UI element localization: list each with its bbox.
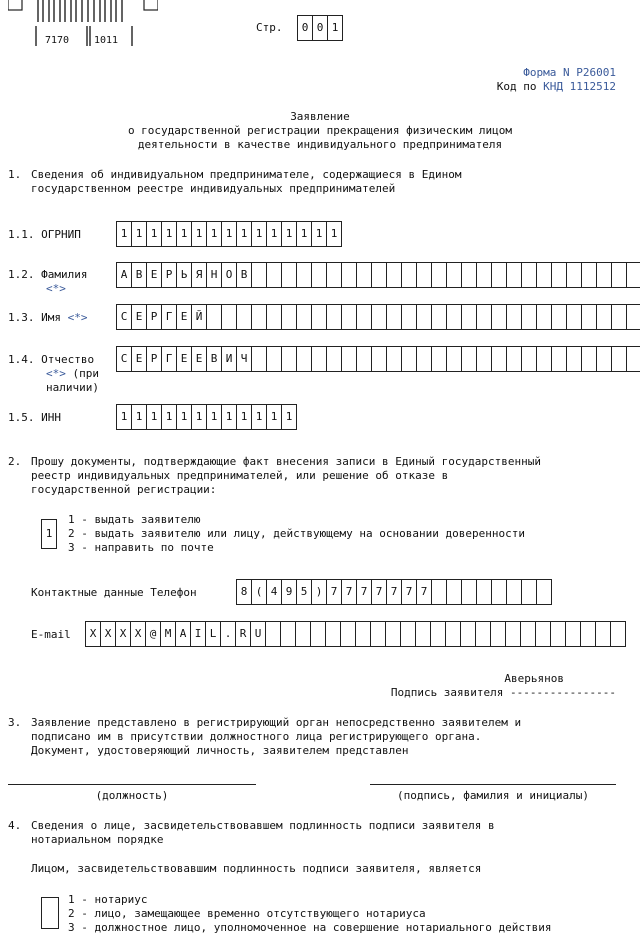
phone-cell[interactable]: 7 <box>341 579 357 605</box>
ogrnip-cell[interactable]: 1 <box>176 221 192 247</box>
position-line <box>8 784 256 785</box>
surname-cell[interactable] <box>386 262 402 288</box>
phone-cell[interactable]: 4 <box>266 579 282 605</box>
patronymic-cells[interactable] <box>116 346 640 372</box>
ogrnip-cell[interactable]: 1 <box>251 221 267 247</box>
section1-line2: государственном реестре индивидуальных предпринимателей <box>31 182 396 195</box>
ogrnip-cell[interactable]: 1 <box>221 221 237 247</box>
name-cell[interactable] <box>221 304 237 330</box>
email-label: E-mail <box>31 628 71 641</box>
patronymic-cell[interactable] <box>581 346 597 372</box>
name-cell[interactable] <box>551 304 567 330</box>
name-cell[interactable]: Г <box>161 304 177 330</box>
patronymic-cell[interactable]: И <box>221 346 237 372</box>
surname-cell[interactable]: Е <box>146 262 162 288</box>
surname-cell[interactable] <box>401 262 417 288</box>
inn-cell[interactable]: 1 <box>191 404 207 430</box>
patronymic-cell[interactable]: Ч <box>236 346 252 372</box>
section3-number: 3. <box>8 716 22 729</box>
ogrnip-label: 1.1. ОГРНИП <box>8 228 81 241</box>
surname-cell[interactable] <box>611 262 627 288</box>
inn-cell[interactable]: 1 <box>236 404 252 430</box>
name-cell[interactable]: С <box>116 304 132 330</box>
patronymic-cell[interactable] <box>251 346 267 372</box>
phone-cell[interactable]: 7 <box>386 579 402 605</box>
knd-link[interactable]: КНД 1112512 <box>543 80 616 93</box>
witness-option-1: 1 - нотариус <box>68 893 148 906</box>
name-cell[interactable] <box>206 304 222 330</box>
email-cell[interactable]: . <box>220 621 236 647</box>
surname-cell[interactable]: В <box>236 262 252 288</box>
inn-cells[interactable] <box>116 404 296 430</box>
email-cell[interactable] <box>460 621 476 647</box>
section2-line2: реестр индивидуальных предпринимателей, или решение об отказе в <box>31 469 449 482</box>
patronymic-cell[interactable] <box>326 346 342 372</box>
ogrnip-cell[interactable]: 1 <box>266 221 282 247</box>
surname-cell[interactable] <box>371 262 387 288</box>
email-cell[interactable] <box>580 621 596 647</box>
section4-line1: Сведения о лице, засвидетельствовавшем подлинность подписи заявителя в <box>31 819 495 832</box>
phone-cell[interactable]: 7 <box>326 579 342 605</box>
name-cell[interactable] <box>446 304 462 330</box>
patronymic-cell[interactable] <box>386 346 402 372</box>
patronymic-cell[interactable] <box>371 346 387 372</box>
phone-cell[interactable] <box>446 579 462 605</box>
inn-cell[interactable]: 1 <box>161 404 177 430</box>
name-cell[interactable] <box>626 304 640 330</box>
inn-cell[interactable]: 1 <box>251 404 267 430</box>
surname-cell[interactable] <box>341 262 357 288</box>
name-cell[interactable] <box>341 304 357 330</box>
patronymic-cell[interactable]: Р <box>146 346 162 372</box>
surname-cell[interactable]: Я <box>191 262 207 288</box>
surname-cell[interactable] <box>521 262 537 288</box>
email-cell[interactable] <box>520 621 536 647</box>
ogrnip-cell[interactable]: 1 <box>281 221 297 247</box>
name-cell[interactable] <box>356 304 372 330</box>
inn-cell[interactable]: 1 <box>221 404 237 430</box>
ogrnip-cell[interactable]: 1 <box>116 221 132 247</box>
delivery-option-3: 3 - направить по почте <box>68 541 214 554</box>
surname-cell[interactable] <box>506 262 522 288</box>
patronymic-cell[interactable] <box>296 346 312 372</box>
knd-code: Код по КНД 1112512 <box>496 80 616 93</box>
phone-cell[interactable]: 7 <box>416 579 432 605</box>
email-cell[interactable] <box>595 621 611 647</box>
ogrnip-cell[interactable]: 1 <box>191 221 207 247</box>
patronymic-cell[interactable] <box>281 346 297 372</box>
surname-cell[interactable] <box>461 262 477 288</box>
page-digit: 1 <box>327 15 343 41</box>
delivery-choice-box[interactable]: 1 <box>41 519 57 549</box>
section2-line1: Прошу документы, подтверждающие факт внесения записи в Единый государственный <box>31 455 541 468</box>
surname-cell[interactable] <box>551 262 567 288</box>
surname-cell[interactable]: Н <box>206 262 222 288</box>
surname-cell[interactable]: В <box>131 262 147 288</box>
surname-cells[interactable] <box>116 262 640 288</box>
patronymic-cell[interactable] <box>596 346 612 372</box>
name-cell[interactable] <box>611 304 627 330</box>
name-cell[interactable] <box>251 304 267 330</box>
email-cell[interactable] <box>340 621 356 647</box>
name-cell[interactable] <box>296 304 312 330</box>
patronymic-cell[interactable]: Е <box>131 346 147 372</box>
email-cell[interactable]: @ <box>145 621 161 647</box>
name-cell[interactable] <box>311 304 327 330</box>
surname-label: 1.2. Фамилия <box>8 268 88 281</box>
phone-cell[interactable] <box>521 579 537 605</box>
patronymic-cell[interactable]: С <box>116 346 132 372</box>
surname-cell[interactable] <box>476 262 492 288</box>
name-cell[interactable] <box>596 304 612 330</box>
section2-line3: государственной регистрации: <box>31 483 217 496</box>
name-cell[interactable] <box>461 304 477 330</box>
surname-cell[interactable] <box>626 262 640 288</box>
barcode <box>8 0 158 46</box>
surname-cell[interactable] <box>266 262 282 288</box>
patronymic-cell[interactable]: В <box>206 346 222 372</box>
phone-cell[interactable] <box>476 579 492 605</box>
email-cell[interactable] <box>325 621 341 647</box>
surname-cell[interactable]: Ь <box>176 262 192 288</box>
ogrnip-cell[interactable]: 1 <box>131 221 147 247</box>
witness-option-3: 3 - должностное лицо, уполномоченное на совершение нотариального действия <box>68 921 552 934</box>
signature-label: Подпись заявителя ---------------- <box>390 686 616 699</box>
inn-cell[interactable]: 1 <box>266 404 282 430</box>
patronymic-cell[interactable] <box>611 346 627 372</box>
email-cell[interactable] <box>475 621 491 647</box>
phone-cell[interactable]: 8 <box>236 579 252 605</box>
surname-cell[interactable] <box>536 262 552 288</box>
name-cell[interactable]: Е <box>176 304 192 330</box>
email-cell[interactable]: R <box>235 621 251 647</box>
phone-cell[interactable]: 5 <box>296 579 312 605</box>
name-cell[interactable] <box>491 304 507 330</box>
section1-line1: Сведения об индивидуальном предпринимателе, содержащиеся в Едином <box>31 168 462 181</box>
email-cell[interactable]: X <box>100 621 116 647</box>
name-cell[interactable] <box>236 304 252 330</box>
email-cell[interactable] <box>400 621 416 647</box>
email-cell[interactable] <box>430 621 446 647</box>
email-cell[interactable] <box>490 621 506 647</box>
inn-cell[interactable]: 1 <box>281 404 297 430</box>
phone-cells[interactable] <box>236 579 551 605</box>
patronymic-cell[interactable] <box>356 346 372 372</box>
patronymic-cell[interactable] <box>341 346 357 372</box>
email-cell[interactable] <box>370 621 386 647</box>
email-cell[interactable]: L <box>205 621 221 647</box>
name-cell[interactable] <box>506 304 522 330</box>
name-cell[interactable] <box>476 304 492 330</box>
email-cell[interactable] <box>265 621 281 647</box>
email-cell[interactable]: X <box>115 621 131 647</box>
ogrnip-cell[interactable]: 1 <box>296 221 312 247</box>
email-cell[interactable]: A <box>175 621 191 647</box>
section3-line3: Документ, удостоверяющий личность, заявителем представлен <box>31 744 409 757</box>
email-cell[interactable] <box>280 621 296 647</box>
email-cell[interactable]: I <box>190 621 206 647</box>
patronymic-cell[interactable]: Е <box>191 346 207 372</box>
name-cell[interactable]: Й <box>191 304 207 330</box>
phone-cell[interactable] <box>491 579 507 605</box>
patronymic-cell[interactable] <box>491 346 507 372</box>
name-cell[interactable] <box>416 304 432 330</box>
email-cell[interactable] <box>505 621 521 647</box>
name-cell[interactable] <box>581 304 597 330</box>
phone-cell[interactable] <box>536 579 552 605</box>
patronymic-cell[interactable] <box>431 346 447 372</box>
phone-cell[interactable] <box>431 579 447 605</box>
name-cell[interactable] <box>371 304 387 330</box>
patronymic-cell[interactable] <box>536 346 552 372</box>
title-line2: о государственной регистрации прекращения физическим лицом <box>127 124 513 137</box>
barcode-code-left: 7170 <box>45 35 70 46</box>
section1-number: 1. <box>8 168 22 181</box>
phone-cell[interactable]: ( <box>251 579 267 605</box>
patronymic-cell[interactable] <box>266 346 282 372</box>
surname-cell[interactable]: О <box>221 262 237 288</box>
surname-cell[interactable] <box>356 262 372 288</box>
inn-cell[interactable]: 1 <box>116 404 132 430</box>
surname-cell[interactable] <box>446 262 462 288</box>
email-cell[interactable] <box>550 621 566 647</box>
patronymic-cell[interactable] <box>551 346 567 372</box>
patronymic-cell[interactable]: Е <box>176 346 192 372</box>
phone-cell[interactable]: 7 <box>356 579 372 605</box>
name-cell[interactable] <box>281 304 297 330</box>
phone-cell[interactable]: ) <box>311 579 327 605</box>
patronymic-cell[interactable] <box>461 346 477 372</box>
phone-cell[interactable]: 9 <box>281 579 297 605</box>
page-digit: 0 <box>312 15 328 41</box>
name-cells[interactable] <box>116 304 640 330</box>
email-cell[interactable] <box>385 621 401 647</box>
surname-cell[interactable] <box>296 262 312 288</box>
inn-label: 1.5. ИНН <box>8 411 61 424</box>
section4-line2: нотариальном порядке <box>31 833 164 846</box>
phone-cell[interactable]: 7 <box>371 579 387 605</box>
email-cell[interactable]: M <box>160 621 176 647</box>
name-cell[interactable] <box>536 304 552 330</box>
patronymic-cell[interactable] <box>401 346 417 372</box>
patronymic-cell[interactable] <box>416 346 432 372</box>
surname-cell[interactable] <box>491 262 507 288</box>
surname-cell[interactable] <box>281 262 297 288</box>
email-cell[interactable] <box>610 621 626 647</box>
patronymic-label: 1.4. Отчество <box>8 353 95 366</box>
patronymic-cell[interactable] <box>446 346 462 372</box>
title-line3: деятельности в качестве индивидуального предпринимателя <box>137 138 503 151</box>
ogrnip-cell[interactable]: 1 <box>161 221 177 247</box>
inn-cell[interactable]: 1 <box>206 404 222 430</box>
surname-cell[interactable] <box>416 262 432 288</box>
ogrnip-cell[interactable]: 1 <box>146 221 162 247</box>
email-cell[interactable] <box>445 621 461 647</box>
email-cells[interactable] <box>85 621 625 647</box>
witness-option-2: 2 - лицо, замещающее временно отсутствующего нотариуса <box>68 907 426 920</box>
patronymic-cell[interactable] <box>521 346 537 372</box>
signature-name: Аверьянов <box>504 672 564 685</box>
ogrnip-cell[interactable]: 1 <box>326 221 342 247</box>
patronymic-note: <*> (при <box>46 367 99 380</box>
witness-choice-box[interactable] <box>41 897 59 929</box>
patronymic-note2: наличии) <box>46 381 99 394</box>
inn-cell[interactable]: 1 <box>131 404 147 430</box>
patronymic-cell[interactable]: Г <box>161 346 177 372</box>
email-cell[interactable]: U <box>250 621 266 647</box>
patronymic-cell[interactable] <box>506 346 522 372</box>
surname-cell[interactable] <box>431 262 447 288</box>
patronymic-cell[interactable] <box>626 346 640 372</box>
page-number <box>297 15 342 41</box>
surname-cell[interactable] <box>566 262 582 288</box>
name-cell[interactable] <box>266 304 282 330</box>
email-cell[interactable]: X <box>130 621 146 647</box>
surname-cell[interactable] <box>311 262 327 288</box>
email-cell[interactable] <box>565 621 581 647</box>
name-cell[interactable]: Р <box>146 304 162 330</box>
email-cell[interactable] <box>535 621 551 647</box>
name-cell[interactable] <box>521 304 537 330</box>
inn-cell[interactable]: 1 <box>146 404 162 430</box>
section4-number: 4. <box>8 819 22 832</box>
phone-cell[interactable] <box>506 579 522 605</box>
page-label: Стр. <box>256 21 283 34</box>
name-cell[interactable] <box>386 304 402 330</box>
name-cell[interactable] <box>431 304 447 330</box>
ogrnip-cell[interactable]: 1 <box>311 221 327 247</box>
inn-cell[interactable]: 1 <box>176 404 192 430</box>
surname-note: <*> <box>46 282 66 295</box>
patronymic-cell[interactable] <box>476 346 492 372</box>
section2-number: 2. <box>8 455 22 468</box>
name-cell[interactable]: Е <box>131 304 147 330</box>
surname-cell[interactable] <box>251 262 267 288</box>
email-cell[interactable] <box>355 621 371 647</box>
ogrnip-cells[interactable] <box>116 221 341 247</box>
surname-cell[interactable] <box>596 262 612 288</box>
section3-line1: Заявление представлено в регистрирующий орган непосредственно заявителем и <box>31 716 522 729</box>
name-cell[interactable] <box>326 304 342 330</box>
section3-line2: подписано им в присутствии должностного лица регистрирующего органа. <box>31 730 482 743</box>
page-digit: 0 <box>297 15 313 41</box>
name-cell[interactable] <box>566 304 582 330</box>
email-cell[interactable] <box>310 621 326 647</box>
sign-line <box>370 784 616 785</box>
delivery-option-1: 1 - выдать заявителю <box>68 513 201 526</box>
patronymic-cell[interactable] <box>566 346 582 372</box>
phone-cell[interactable] <box>461 579 477 605</box>
surname-cell[interactable] <box>326 262 342 288</box>
email-cell[interactable] <box>415 621 431 647</box>
patronymic-cell[interactable] <box>311 346 327 372</box>
barcode-code-right: 1011 <box>94 35 119 46</box>
name-label: 1.3. Имя <*> <box>8 311 88 324</box>
email-cell[interactable] <box>295 621 311 647</box>
name-cell[interactable] <box>401 304 417 330</box>
sign-caption: (подпись, фамилия и инициалы) <box>396 789 590 802</box>
delivery-option-2: 2 - выдать заявителю или лицу, действующему на основании доверенности <box>68 527 525 540</box>
surname-cell[interactable]: А <box>116 262 132 288</box>
section4-line3: Лицом, засвидетельствовавшим подлинность подписи заявителя, является <box>31 862 482 875</box>
form-number: Форма N Р26001 <box>523 66 616 79</box>
title-line1: Заявление <box>290 110 350 123</box>
ogrnip-cell[interactable]: 1 <box>206 221 222 247</box>
surname-cell[interactable] <box>581 262 597 288</box>
position-caption: (должность) <box>95 789 169 802</box>
phone-cell[interactable]: 7 <box>401 579 417 605</box>
phone-label: Контактные данные Телефон <box>31 586 197 599</box>
ogrnip-cell[interactable]: 1 <box>236 221 252 247</box>
surname-cell[interactable]: Р <box>161 262 177 288</box>
email-cell[interactable]: X <box>85 621 101 647</box>
